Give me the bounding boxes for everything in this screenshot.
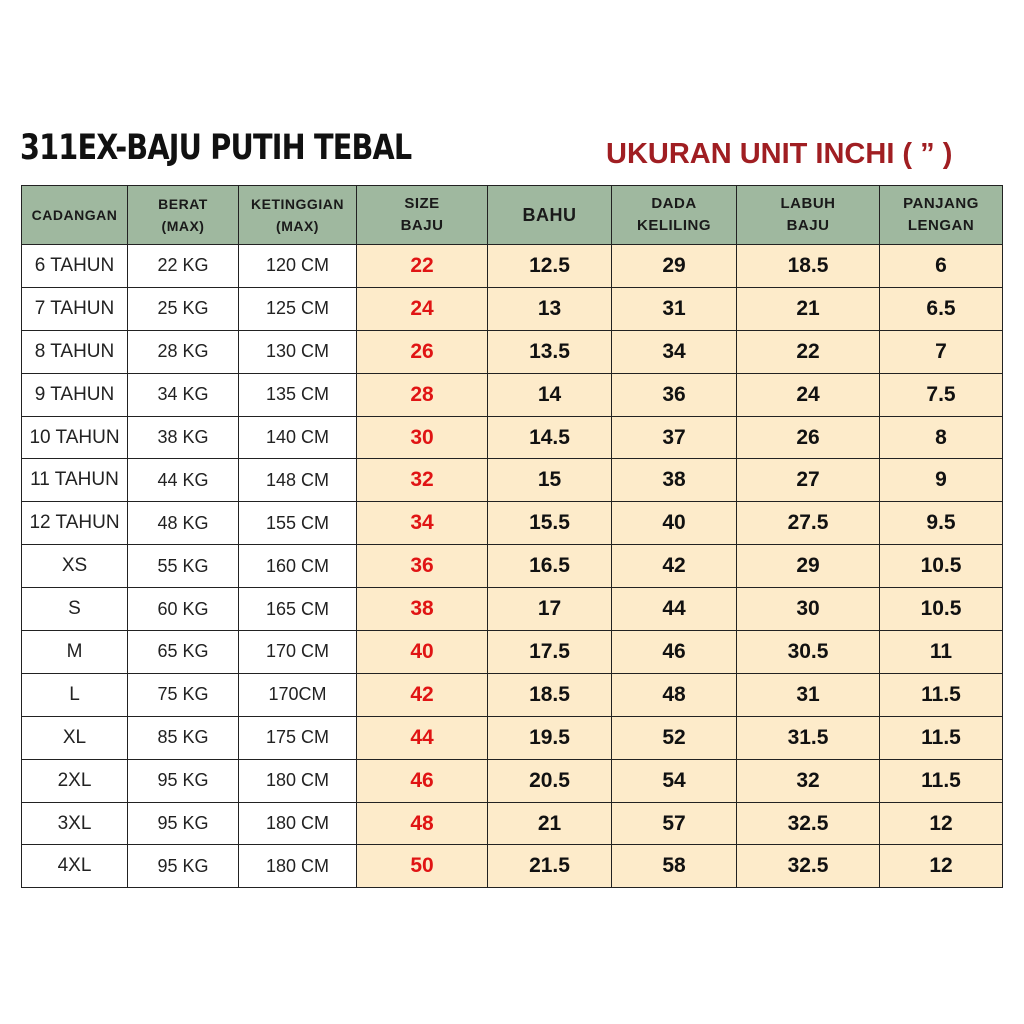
cadangan-cell: 6 TAHUN (22, 245, 128, 288)
size-baju-cell: 36 (357, 545, 488, 588)
panjang-lengan-cell: 8 (880, 416, 1003, 459)
dada-keliling-cell: 58 (612, 845, 737, 888)
table-row (22, 545, 1003, 588)
bahu-cell: 20.5 (488, 759, 612, 802)
table-row (22, 502, 1003, 545)
cadangan-cell: 10 TAHUN (22, 416, 128, 459)
berat-cell: 75 KG (128, 673, 239, 716)
table-row (22, 245, 1003, 288)
panjang-lengan-cell: 6.5 (880, 287, 1003, 330)
bahu-cell: 19.5 (488, 716, 612, 759)
bahu-cell: 17.5 (488, 631, 612, 674)
labuh-baju-cell: 27.5 (737, 502, 880, 545)
dada-keliling-cell: 31 (612, 287, 737, 330)
berat-cell: 85 KG (128, 716, 239, 759)
header-labuh-baju: LABUH BAJU (737, 186, 880, 245)
header-bahu: BAHU (488, 186, 612, 245)
cadangan-cell: XL (22, 716, 128, 759)
bahu-cell: 21.5 (488, 845, 612, 888)
dada-keliling-cell: 29 (612, 245, 737, 288)
panjang-lengan-cell: 7.5 (880, 373, 1003, 416)
berat-cell: 44 KG (128, 459, 239, 502)
ketinggian-cell: 125 CM (239, 287, 357, 330)
size-baju-cell: 38 (357, 588, 488, 631)
labuh-baju-cell: 22 (737, 330, 880, 373)
ketinggian-cell: 135 CM (239, 373, 357, 416)
ketinggian-cell: 165 CM (239, 588, 357, 631)
ketinggian-cell: 180 CM (239, 845, 357, 888)
ketinggian-cell: 180 CM (239, 802, 357, 845)
ketinggian-cell: 120 CM (239, 245, 357, 288)
panjang-lengan-cell: 11 (880, 631, 1003, 674)
dada-keliling-cell: 37 (612, 416, 737, 459)
panjang-lengan-cell: 9 (880, 459, 1003, 502)
table-row (22, 716, 1003, 759)
table-row (22, 330, 1003, 373)
labuh-baju-cell: 32 (737, 759, 880, 802)
size-baju-cell: 42 (357, 673, 488, 716)
bahu-cell: 13 (488, 287, 612, 330)
panjang-lengan-cell: 11.5 (880, 759, 1003, 802)
ketinggian-cell: 140 CM (239, 416, 357, 459)
size-baju-cell: 34 (357, 502, 488, 545)
header-size-baju: SIZE BAJU (357, 186, 488, 245)
table-row (22, 416, 1003, 459)
header-ketinggian: KETINGGIAN (MAX) (239, 186, 357, 245)
dada-keliling-cell: 40 (612, 502, 737, 545)
table-row (22, 802, 1003, 845)
page-title: 311EX-BAJU PUTIH TEBAL (20, 128, 412, 168)
table-row (22, 287, 1003, 330)
cadangan-cell: 12 TAHUN (22, 502, 128, 545)
bahu-cell: 21 (488, 802, 612, 845)
berat-cell: 95 KG (128, 802, 239, 845)
berat-cell: 48 KG (128, 502, 239, 545)
cadangan-cell: 9 TAHUN (22, 373, 128, 416)
labuh-baju-cell: 30 (737, 588, 880, 631)
labuh-baju-cell: 32.5 (737, 845, 880, 888)
table-body (22, 245, 1003, 888)
size-baju-cell: 44 (357, 716, 488, 759)
panjang-lengan-cell: 11.5 (880, 673, 1003, 716)
size-baju-cell: 28 (357, 373, 488, 416)
panjang-lengan-cell: 12 (880, 802, 1003, 845)
labuh-baju-cell: 24 (737, 373, 880, 416)
labuh-baju-cell: 31 (737, 673, 880, 716)
header-panjang-lengan: PANJANG LENGAN (880, 186, 1003, 245)
panjang-lengan-cell: 7 (880, 330, 1003, 373)
dada-keliling-cell: 57 (612, 802, 737, 845)
header-berat: BERAT (MAX) (128, 186, 239, 245)
labuh-baju-cell: 18.5 (737, 245, 880, 288)
cadangan-cell: 7 TAHUN (22, 287, 128, 330)
bahu-cell: 12.5 (488, 245, 612, 288)
cadangan-cell: S (22, 588, 128, 631)
table-row (22, 373, 1003, 416)
table-row (22, 459, 1003, 502)
dada-keliling-cell: 36 (612, 373, 737, 416)
table-row (22, 673, 1003, 716)
labuh-baju-cell: 27 (737, 459, 880, 502)
ketinggian-cell: 155 CM (239, 502, 357, 545)
labuh-baju-cell: 31.5 (737, 716, 880, 759)
cadangan-cell: 3XL (22, 802, 128, 845)
berat-cell: 22 KG (128, 245, 239, 288)
panjang-lengan-cell: 9.5 (880, 502, 1003, 545)
berat-cell: 65 KG (128, 631, 239, 674)
labuh-baju-cell: 21 (737, 287, 880, 330)
berat-cell: 95 KG (128, 759, 239, 802)
labuh-baju-cell: 32.5 (737, 802, 880, 845)
cadangan-cell: XS (22, 545, 128, 588)
labuh-baju-cell: 29 (737, 545, 880, 588)
bahu-cell: 18.5 (488, 673, 612, 716)
unit-label: UKURAN UNIT INCHI ( ” ) (606, 138, 953, 170)
size-baju-cell: 24 (357, 287, 488, 330)
berat-cell: 25 KG (128, 287, 239, 330)
dada-keliling-cell: 46 (612, 631, 737, 674)
ketinggian-cell: 130 CM (239, 330, 357, 373)
bahu-cell: 17 (488, 588, 612, 631)
bahu-cell: 14 (488, 373, 612, 416)
size-baju-cell: 48 (357, 802, 488, 845)
header-cadangan: CADANGAN (22, 186, 128, 245)
dada-keliling-cell: 48 (612, 673, 737, 716)
panjang-lengan-cell: 11.5 (880, 716, 1003, 759)
berat-cell: 38 KG (128, 416, 239, 459)
berat-cell: 34 KG (128, 373, 239, 416)
bahu-cell: 14.5 (488, 416, 612, 459)
panjang-lengan-cell: 12 (880, 845, 1003, 888)
size-baju-cell: 30 (357, 416, 488, 459)
bahu-cell: 15.5 (488, 502, 612, 545)
ketinggian-cell: 180 CM (239, 759, 357, 802)
berat-cell: 55 KG (128, 545, 239, 588)
dada-keliling-cell: 42 (612, 545, 737, 588)
bahu-cell: 15 (488, 459, 612, 502)
size-baju-cell: 40 (357, 631, 488, 674)
panjang-lengan-cell: 10.5 (880, 588, 1003, 631)
bahu-cell: 16.5 (488, 545, 612, 588)
dada-keliling-cell: 34 (612, 330, 737, 373)
labuh-baju-cell: 30.5 (737, 631, 880, 674)
ketinggian-cell: 170 CM (239, 631, 357, 674)
berat-cell: 60 KG (128, 588, 239, 631)
cadangan-cell: 2XL (22, 759, 128, 802)
dada-keliling-cell: 54 (612, 759, 737, 802)
header-dada-keliling: DADA KELILING (612, 186, 737, 245)
size-baju-cell: 22 (357, 245, 488, 288)
labuh-baju-cell: 26 (737, 416, 880, 459)
dada-keliling-cell: 38 (612, 459, 737, 502)
table-header-row (22, 186, 1003, 245)
cadangan-cell: 4XL (22, 845, 128, 888)
cadangan-cell: M (22, 631, 128, 674)
dada-keliling-cell: 44 (612, 588, 737, 631)
berat-cell: 28 KG (128, 330, 239, 373)
table-row (22, 631, 1003, 674)
cadangan-cell: 8 TAHUN (22, 330, 128, 373)
panjang-lengan-cell: 10.5 (880, 545, 1003, 588)
dada-keliling-cell: 52 (612, 716, 737, 759)
berat-cell: 95 KG (128, 845, 239, 888)
size-baju-cell: 32 (357, 459, 488, 502)
ketinggian-cell: 148 CM (239, 459, 357, 502)
size-chart-table (21, 185, 1003, 888)
size-baju-cell: 50 (357, 845, 488, 888)
bahu-cell: 13.5 (488, 330, 612, 373)
ketinggian-cell: 175 CM (239, 716, 357, 759)
cadangan-cell: L (22, 673, 128, 716)
size-baju-cell: 26 (357, 330, 488, 373)
table-row (22, 759, 1003, 802)
table-row (22, 588, 1003, 631)
panjang-lengan-cell: 6 (880, 245, 1003, 288)
table-row (22, 845, 1003, 888)
size-baju-cell: 46 (357, 759, 488, 802)
ketinggian-cell: 170CM (239, 673, 357, 716)
cadangan-cell: 11 TAHUN (22, 459, 128, 502)
ketinggian-cell: 160 CM (239, 545, 357, 588)
